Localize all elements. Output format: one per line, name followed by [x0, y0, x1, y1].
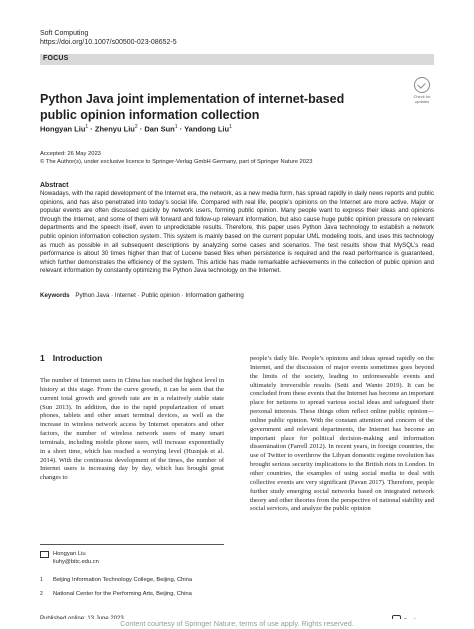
- author-list: Hongyan Liu$^1$ · Zhenyu Liu$^2$ · Dan Sun$^1$ · Yandong Liu$^1$: [40, 124, 232, 134]
- section-title: Introduction: [52, 353, 103, 363]
- author-affiliation-mark: 1: [85, 124, 89, 130]
- accepted-date: Accepted: 26 May 2023: [40, 151, 101, 157]
- body-column-right: people’s daily life. People’s opinions and ideas spread rapidly on the Internet, and the discussion of major events sometimes goes beyond the limits of the society, leading to unforeseeable events and ultimately irreversible results (Setti and Wanto 2019). It can be concluded from these events that the Internet has become an important place for netizens to spread various social ideas and safeguard their personal interests. These things often reflect online public opinion—online public opinion. With the constant attention and concern of the government and relevant departments, the Internet has become an important place for political decision-making and information dissemination (Farrell 2012). In recent years, in foreign countries, the use of Twitter to overthrow the Libyan domestic regime revolution has brought serious security implications to the British riots in London. In other countries, the examples of using social media to deal with collective events are very significant (Pavan 2017). Therefore, people further study emerging social networks based on integrated network theory and other theories from the perspective of national stability and social services, and analyze the public opinion: [250, 355, 434, 513]
- section-heading: [40, 353, 102, 363]
- section-label: FOCUS: [43, 55, 69, 62]
- body-column-left: The number of Internet users in China has reached the highest level in history at this stage. From the curve growth, it can be seen that the current total growth and growth rate are in a relatively stable state (Sun 2013). In addition, due to the rapid popularization of smart phones, tablets and other smart terminal devices, as well as the increase in wireless network access by Internet operators and other factors, the number of wireless network users of many smart terminals, including mobile phone users, will increase exponentially in a short time, which has reached a worrying level (Husnjak et al. 2014). With the continuous development of the times, the number of Internet users is increasing day by day, which has brought great changes to: [40, 377, 224, 482]
- abstract-heading: Abstract: [40, 182, 69, 189]
- footnote-divider: [40, 544, 224, 545]
- doi-link[interactable]: https://doi.org/10.1007/s00500-023-08652-5: [40, 39, 177, 46]
- keywords-text: Python Java · Internet · Public opinion · Information gathering: [75, 292, 244, 299]
- section-bar: [40, 54, 434, 65]
- keywords-label: Keywords: [40, 292, 70, 299]
- author-name: Yandong Liu: [184, 124, 230, 134]
- journal-name: Soft Computing: [40, 30, 89, 37]
- journal-header: [40, 29, 177, 47]
- author-name: Zhenyu Liu: [94, 124, 135, 134]
- contact-email[interactable]: liuhy@bitc.edu.cn: [53, 559, 99, 565]
- author-affiliation-mark: 2: [134, 124, 138, 130]
- affiliation-text: Beijing Information Technology College, Beijing, China: [53, 577, 193, 583]
- author-affiliation-mark: 1: [229, 124, 232, 130]
- abstract-text: Nowadays, with the rapid development of the Internet era, the network, as a new media form, has spread rapidly in daily news reports and public opinions, and has also penetrated into today’s social life. Compared with real life, people’s opinions on the Internet are more active. Major or popular events are often discussed quickly by network users, forming public opinion. Many people want to express their ideas and opinions through the Internet, and some of them will forward and follow-up relevant information, but also cause huge public opinion pressure on relevant departments and the speech itself, even to unpredictable results. Therefore, this paper uses Python Java technology to establish a network public opinion information collection system. This system is mainly based on the current popular UML modeling tools, and uses this technology as much as possible in all subsequent descriptions by analyzing some cases and scenarios. The test results show that MySQL’s read performance is about 30 times higher than that of Lucene based files when persistence is required and the read performance is guaranteed, which further demonstrates the efficiency of the system. This article has made remarkable achievements in the collection of public opinion and relevant information by constantly optimizing the Python Java technology on the Internet.: [40, 190, 434, 275]
- copyright-line: © The Author(s), under exclusive licence to Springer-Verlag GmbH Germany, part of Springer Nature 2023: [40, 159, 313, 165]
- affiliation-mark: 1: [40, 577, 43, 583]
- corresponding-author: [40, 550, 224, 568]
- mail-icon: [40, 550, 52, 560]
- badge-label: Check for updates: [413, 94, 431, 104]
- affiliation-text: National Center for the Performing Arts, Beijing, China: [53, 591, 192, 597]
- affiliation-mark: 2: [40, 591, 43, 597]
- article-title: Python Java joint implementation of internet-based public opinion information collection: [40, 92, 345, 122]
- check-icon: [414, 77, 430, 93]
- author-name: Dan Sun: [144, 124, 175, 134]
- section-number: 1: [40, 353, 45, 363]
- author-affiliation-mark: 1: [174, 124, 178, 130]
- affiliation-1: [40, 576, 224, 585]
- article-dates: [40, 150, 312, 166]
- copyright-watermark: Content courtesy of Springer Nature, terms of use apply. Rights reserved.: [0, 619, 474, 628]
- keywords-line: [40, 292, 434, 299]
- author-name: Hongyan Liu: [40, 124, 86, 134]
- affiliation-2: [40, 590, 224, 599]
- check-for-updates-badge[interactable]: [410, 77, 434, 104]
- contact-name: Hongyan Liu: [53, 551, 86, 557]
